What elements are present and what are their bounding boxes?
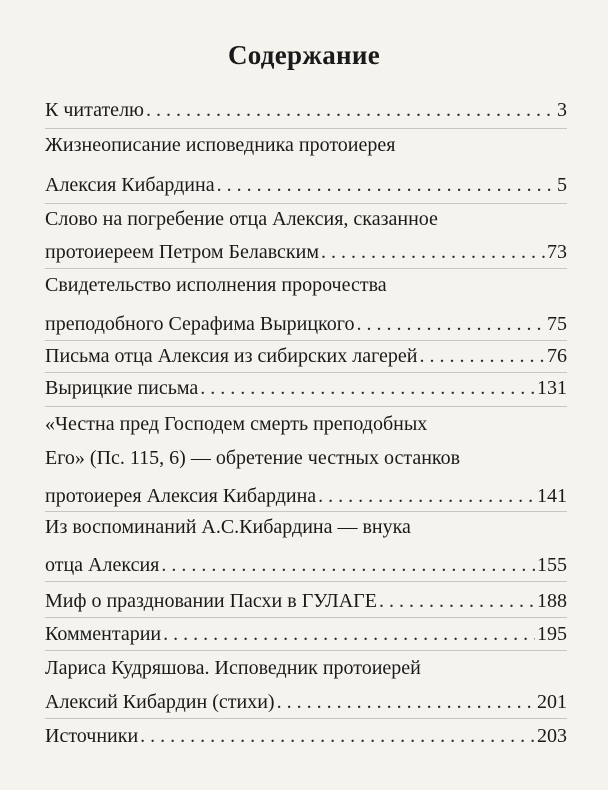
divider [45, 718, 567, 719]
toc-entry-title: Алексий Кибардин (стихи) [45, 691, 275, 713]
toc-entry-title: Комментарии [45, 623, 162, 645]
toc-entry-page: 155 [537, 554, 567, 576]
toc-entry-page: 195 [537, 623, 567, 645]
toc-entry-page: 201 [537, 691, 567, 713]
leader-dots [277, 690, 535, 714]
divider [45, 581, 567, 582]
toc-entry-title: отца Алексия [45, 554, 160, 576]
divider [45, 511, 567, 512]
toc-entry[interactable] [45, 173, 567, 197]
toc-entry[interactable] [45, 376, 567, 400]
page-title: Содержание [227, 40, 381, 70]
toc-entry[interactable] [45, 553, 567, 577]
toc-entry-page: 76 [547, 345, 567, 367]
toc-entry-page: 141 [537, 485, 567, 507]
toc-entry-title: преподобного Серафима Вырицкого [45, 313, 355, 335]
divider [45, 650, 567, 651]
leader-dots [356, 312, 545, 336]
toc-entry-line [45, 515, 567, 539]
toc-entry-page: 188 [537, 590, 567, 612]
toc-entry-line [45, 133, 567, 157]
leader-dots [140, 724, 535, 748]
toc-entry-title: Из воспоминаний А.С.Кибардина — внука [45, 516, 411, 538]
divider [45, 406, 567, 407]
toc-entry[interactable] [45, 484, 567, 508]
toc-entry-title: Жизнеописание исповедника протоиерея [45, 134, 396, 156]
toc-entry-title: Свидетельство исполнения пророчества [45, 274, 387, 296]
toc-entry-title: К читателю [45, 99, 144, 121]
leader-dots [420, 344, 545, 368]
toc-entry[interactable] [45, 98, 567, 122]
toc-entry-page: 73 [547, 241, 567, 263]
toc-entry-title: Алексия Кибардина [45, 174, 215, 196]
toc-entry-line [45, 273, 567, 297]
leader-dots [318, 484, 535, 508]
toc-entry-title: Его» (Пс. 115, 6) — обретение честных останков [45, 447, 461, 469]
toc-entry-line [45, 446, 567, 470]
toc-entry[interactable] [45, 724, 567, 748]
toc-entry-page: 203 [537, 725, 567, 747]
divider [45, 128, 567, 129]
leader-dots [161, 553, 535, 577]
toc-entry-title: Источники [45, 725, 139, 747]
divider [45, 372, 567, 373]
toc-entry-page: 75 [547, 313, 567, 335]
toc-entry-line [45, 207, 567, 231]
toc-entry-title: Миф о праздновании Пасхи в ГУЛАГЕ [45, 590, 377, 612]
toc-entry[interactable] [45, 589, 567, 613]
toc-entry-title: Слово на погребение отца Алексия, сказанное [45, 208, 438, 230]
toc-entry[interactable] [45, 312, 567, 336]
toc-entry[interactable] [45, 622, 567, 646]
toc-entry-title: протоиерея Алексия Кибардина [45, 485, 317, 507]
leader-dots [200, 376, 535, 400]
toc-entry-title: Вырицкие письма [45, 377, 199, 399]
leader-dots [163, 622, 535, 646]
toc-entry-title: Лариса Кудряшова. Исповедник протоиерей [45, 657, 421, 679]
toc-entry[interactable] [45, 240, 567, 264]
toc-entry-title: протоиереем Петром Белавским [45, 241, 319, 263]
toc-entry-page: 5 [557, 174, 567, 196]
toc-entry-page: 3 [557, 99, 567, 121]
leader-dots [321, 240, 545, 264]
toc-entry-page: 131 [537, 377, 567, 399]
toc-entry-title: «Честна пред Господем смерть преподобных [45, 413, 428, 435]
toc-entry[interactable] [45, 344, 567, 368]
leader-dots [146, 98, 555, 122]
divider [45, 340, 567, 341]
leader-dots [217, 173, 555, 197]
toc-entry-title: Письма отца Алексия из сибирских лагерей [45, 345, 418, 367]
toc-entry-line [45, 412, 567, 436]
toc-entry[interactable] [45, 690, 567, 714]
divider [45, 268, 567, 269]
divider [45, 203, 567, 204]
leader-dots [379, 589, 535, 613]
divider [45, 617, 567, 618]
toc-entry-line [45, 656, 567, 680]
